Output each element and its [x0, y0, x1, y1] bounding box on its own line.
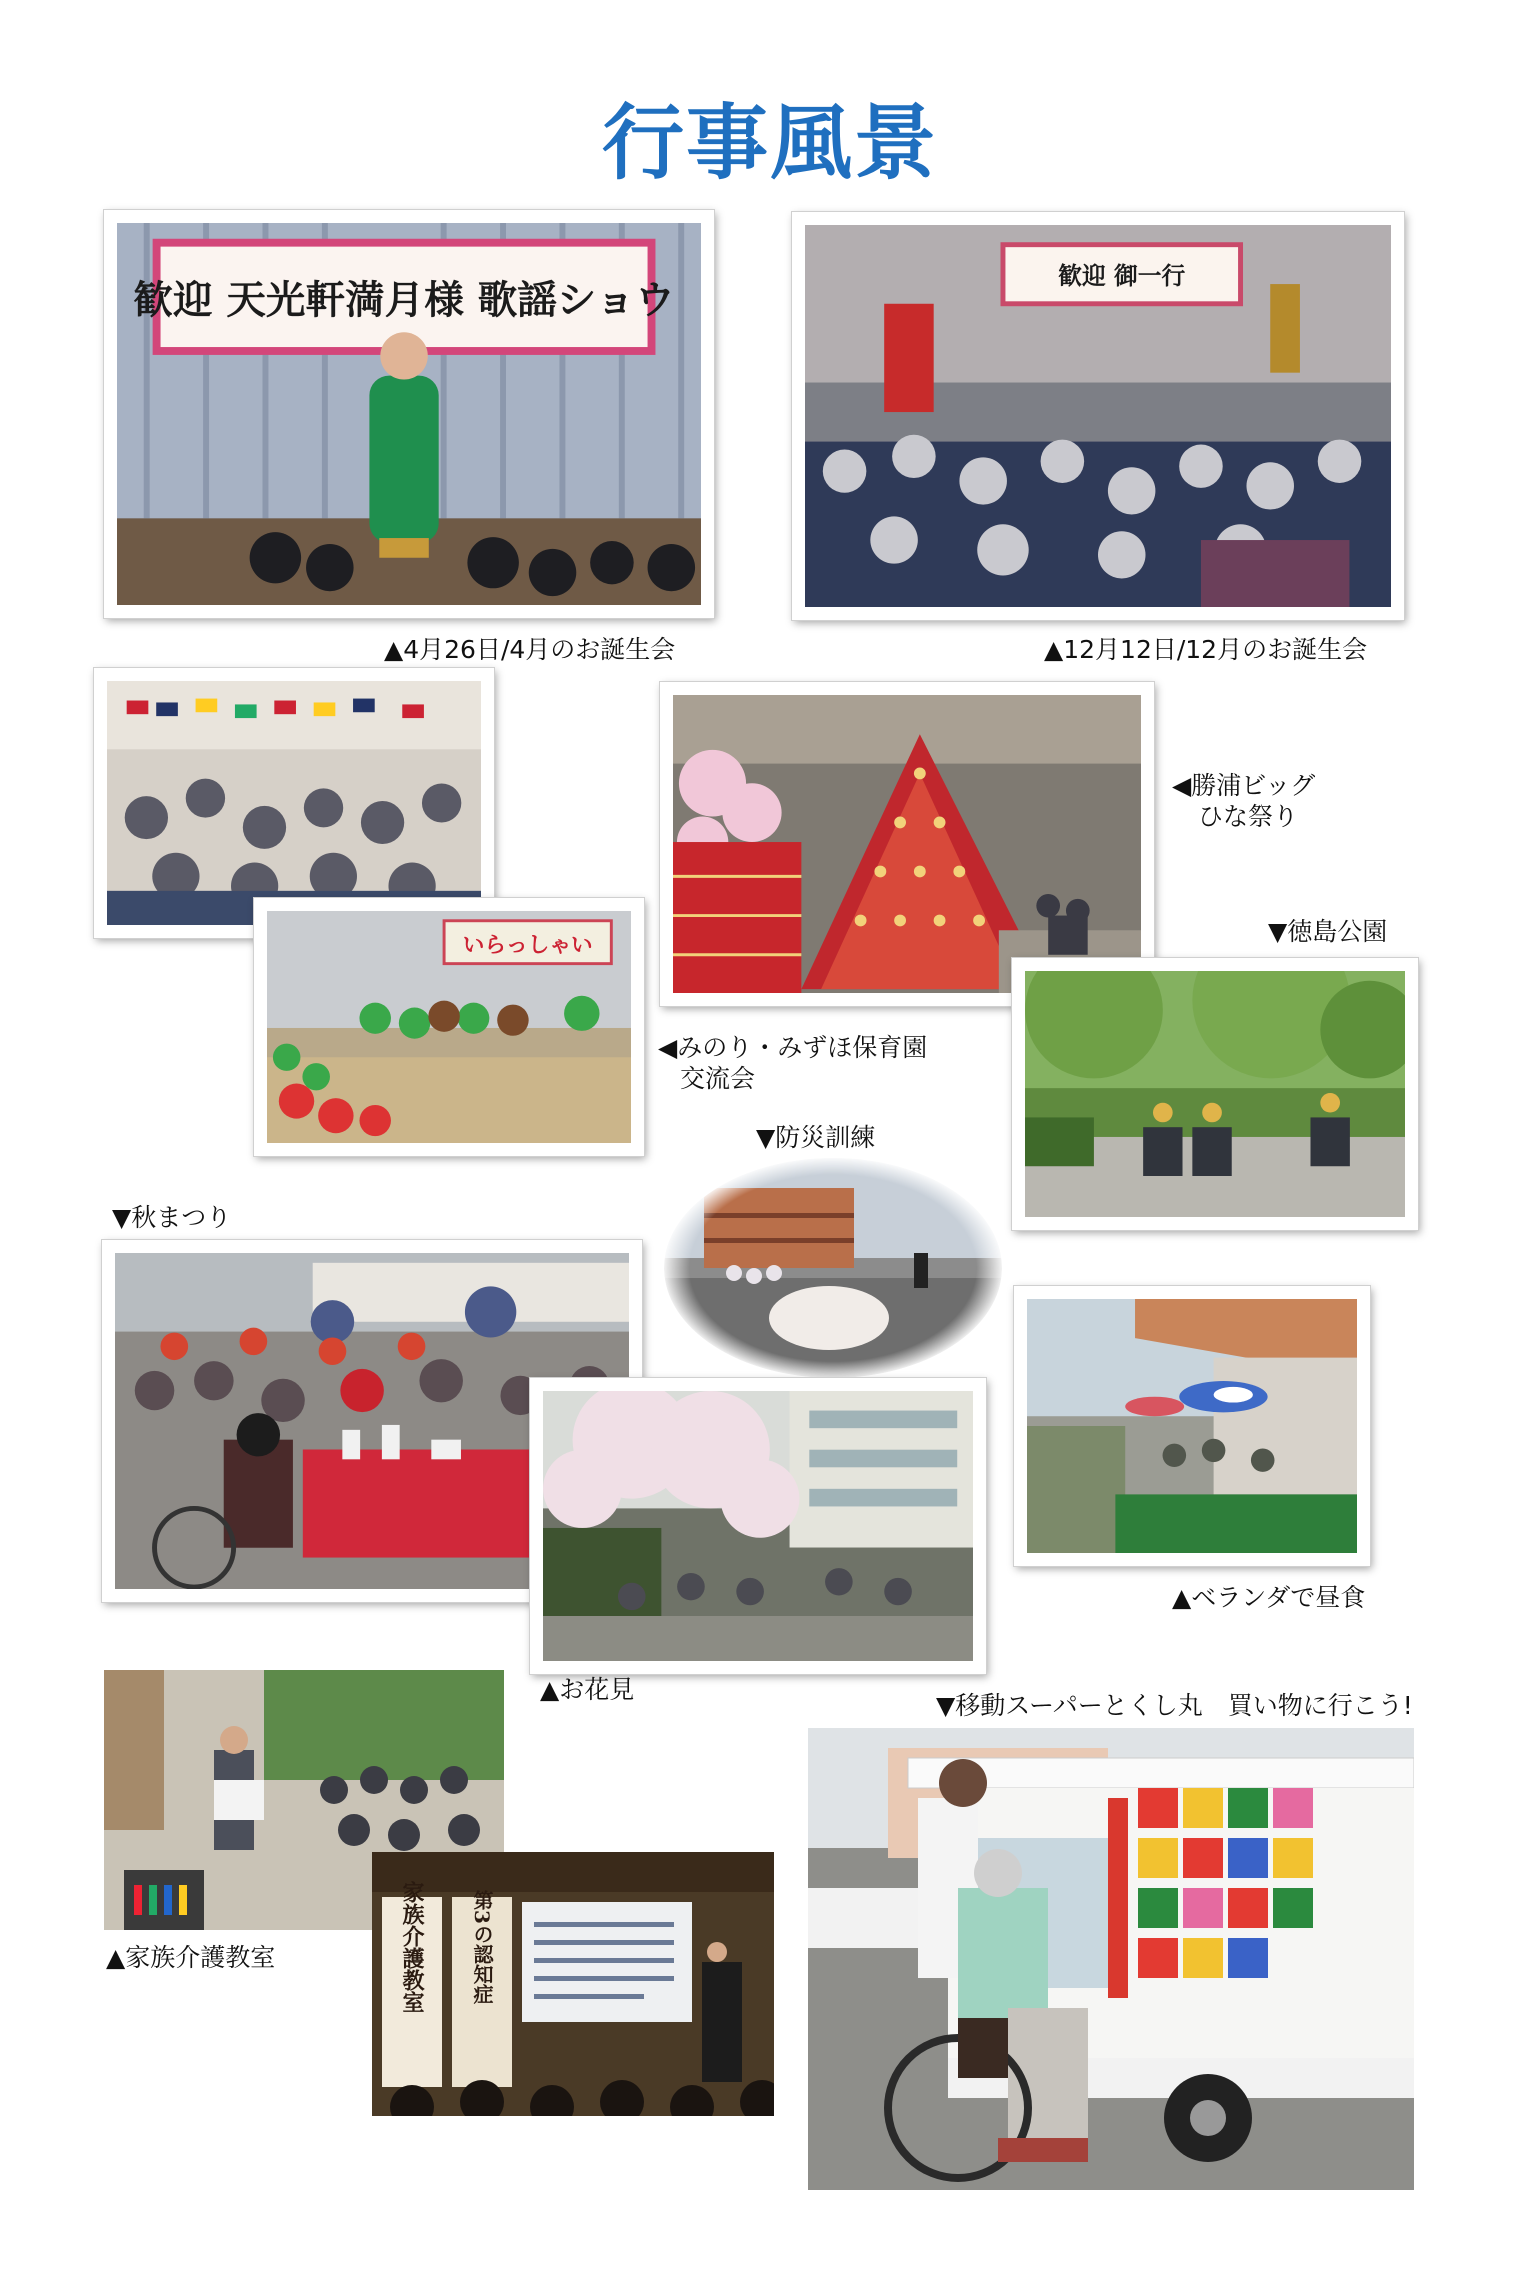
photo-veranda-lunch: [1014, 1286, 1370, 1566]
caption-nursery-exchange: ◀みのり・みずほ保育園 交流会: [658, 1033, 928, 1094]
photo-family-care-class-2: [372, 1852, 774, 2116]
caption-veranda-lunch: ▲ベランダで昼食: [1172, 1583, 1366, 1612]
photo-tokushima-park: [1012, 958, 1418, 1230]
page-title: 行事風景: [601, 96, 938, 191]
caption-hanami: ▲お花見: [540, 1675, 635, 1704]
caption-disaster-drill: ▼防災訓練: [756, 1123, 876, 1152]
photo-mobile-supermarket: [808, 1728, 1414, 2190]
caption-tokushima-park: ▼徳島公園: [1268, 917, 1388, 946]
banner-nursery-text: いらっしゃい: [462, 933, 593, 958]
photo-disaster-drill: [664, 1158, 1002, 1378]
caption-mobile-supermarket: ▼移動スーパーとくし丸 買い物に行こう!: [936, 1691, 1413, 1720]
caption-birthday-april: ▲4月26日/4月のお誕生会: [384, 635, 676, 664]
caption-birthday-december: ▲12月12日/12月のお誕生会: [1044, 635, 1368, 664]
banner-april-text: 歓迎 天光軒満月様 歌謡ショウ: [133, 277, 675, 324]
caption-family-care-class: ▲家族介護教室: [106, 1943, 276, 1972]
class-sign-text: 家族介護教室: [399, 1881, 425, 2013]
photo-hanami: [530, 1378, 986, 1674]
photo-nursery-exchange-2: [254, 898, 644, 1156]
photo-birthday-december: [792, 212, 1404, 620]
class-screen-text: 第3の認知症: [470, 1890, 494, 2004]
banner-december-text: 歓迎 御一行: [1058, 262, 1186, 291]
caption-hina-festival: ◀勝浦ビッグ ひな祭り: [1172, 771, 1316, 832]
photo-birthday-april: [104, 210, 714, 618]
caption-autumn-festival: ▼秋まつり: [112, 1203, 232, 1232]
